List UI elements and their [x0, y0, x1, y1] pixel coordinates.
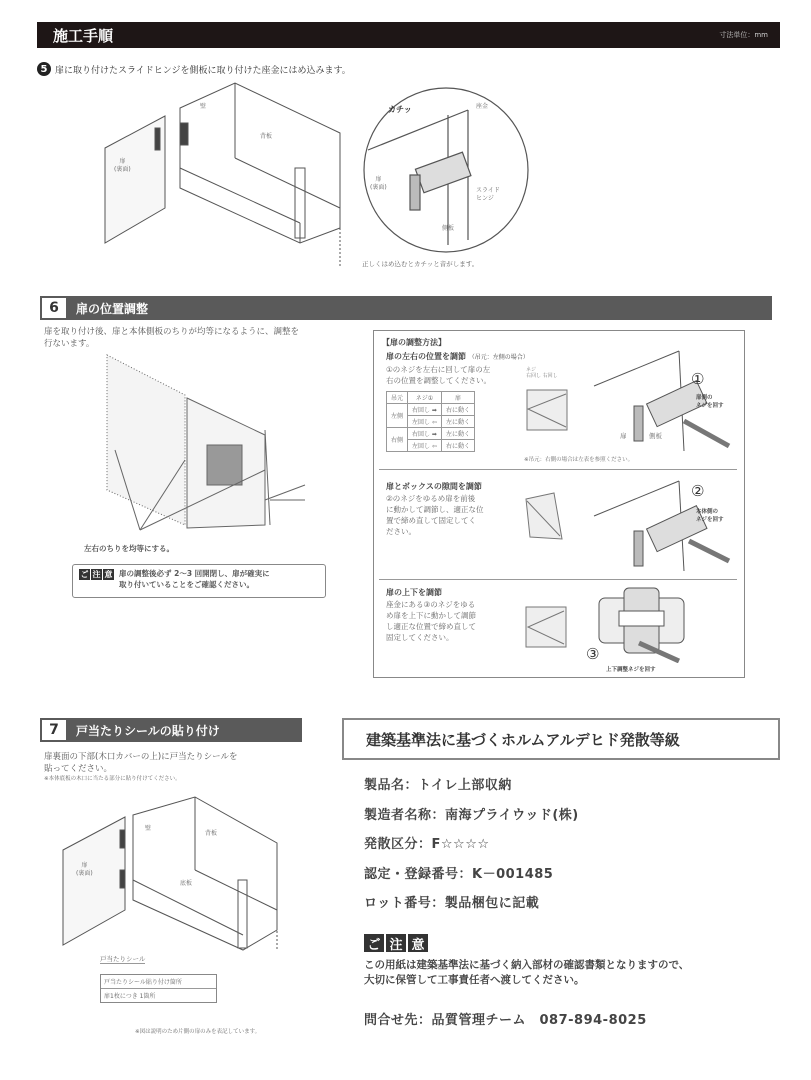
svg-text:背板: 背板: [205, 830, 218, 837]
door-gap-icon: [524, 491, 564, 541]
unit-note: 寸法単位：mm: [719, 31, 768, 39]
step6-cabinet-diagram: [95, 350, 315, 550]
step5-detail-door-label: 扉 (裏面): [370, 176, 387, 191]
lr-text: ①のネジを左右に回して扉の左: [386, 365, 491, 374]
th: ネジ①: [408, 392, 442, 404]
step-number: 5: [37, 62, 51, 76]
td: 右回し ➡: [408, 428, 442, 440]
page-header: [37, 22, 780, 48]
lr-text: 右の位置を調整してください。: [386, 376, 491, 385]
svg-text:側板: 側板: [442, 225, 455, 232]
caution-line: 扉の調整後必ず 2～3 回開閉し、扉が確実に: [119, 569, 270, 578]
step5-caption: 正しくはめ込むとカチッと音がします。: [362, 260, 479, 268]
label-side: 側板: [649, 432, 662, 440]
caution-char: ご: [364, 934, 384, 952]
td: 右回し ➡: [408, 404, 442, 416]
gap-text: ださい。: [386, 527, 416, 536]
step7-note: ※本体底板の木口に当たる部分に貼り付けてください。: [44, 776, 181, 782]
hinge-plate-diagram: [584, 583, 694, 663]
step5-hinge-detail: [358, 80, 538, 260]
screw-direction: ネジ 右回し 右回し: [526, 367, 558, 379]
lot-number: ロット番号：製品梱包に記載: [364, 896, 540, 911]
td: 右側: [387, 428, 408, 452]
callout-2-text: 本体側の ネジを回す: [696, 509, 724, 523]
divider: [379, 469, 737, 470]
caution-tag: [364, 934, 428, 952]
page-title: 施工手順: [53, 27, 114, 45]
step5-text: 扉に取り付けたスライドヒンジを側板に取り付けた座金にはめ込みます。: [55, 65, 351, 76]
adjust-title: 【扉の調整方法】: [382, 338, 446, 347]
ud-text: め扉を上下に動かして調節: [386, 611, 476, 620]
step5-instruction: [37, 62, 351, 76]
step6-caution-box: [72, 564, 326, 598]
lr-sub: （吊元：左側の場合）: [468, 354, 529, 361]
caution-text: この用紙は建築基準法に基づく納入部材の確認書類となりますので、: [364, 959, 690, 971]
td: 左回し ⇦: [408, 416, 442, 428]
gap-text: に動かして調節し、適正な位: [386, 505, 484, 514]
td: 左回し ⇦: [408, 440, 442, 452]
caution-char: 意: [104, 570, 113, 579]
gap-text: 置で締め直して固定してく: [386, 516, 476, 525]
callout-1: ①: [691, 370, 705, 388]
caution-tag: [79, 569, 114, 580]
seal-table: [100, 974, 217, 1003]
callout-3-text: 上下調整ネジを回す: [606, 667, 656, 673]
contact-info: 問合せ先：品質管理チーム 087-894-8025: [364, 1013, 647, 1028]
door-ud-icon: [524, 599, 569, 649]
step7-title: 戸当たりシールの貼り付け: [76, 724, 220, 738]
seal-label: 戸当たりシール: [100, 955, 146, 963]
step5-cabinet-diagram: [95, 78, 355, 278]
formaldehyde-title: 建築基準法に基づくホルムアルデヒド発散等級: [366, 731, 680, 749]
callout-1-text: 扉側の ネジを回す: [696, 395, 724, 409]
step7-text-line: 貼ってください。: [44, 764, 113, 774]
door-lr-icon: [526, 389, 568, 431]
caution-char: 注: [92, 570, 101, 579]
svg-text:カチッ: カチッ: [388, 105, 412, 114]
registration-number: 認定・登録番号：K－001485: [364, 866, 554, 882]
caution-char: 意: [408, 934, 428, 952]
seal-table-cell: 戸当たりシール貼り付け箇所: [101, 975, 216, 989]
svg-text:壁: 壁: [200, 103, 207, 110]
caution-char: 注: [386, 934, 406, 952]
ud-heading: 扉の上下を調節: [386, 588, 442, 597]
caution-char: ご: [80, 570, 89, 579]
step5-door-label: 扉 (裏面): [114, 158, 131, 173]
ud-text: 固定してください。: [386, 633, 454, 642]
step6-caption: 左右のちりを均等にする。: [84, 544, 174, 553]
product-name: 製品名：トイレ上部収納: [364, 778, 512, 793]
step7-door-label: 扉 (裏面): [76, 862, 93, 877]
label-door: 扉: [620, 432, 627, 440]
emission-class: 発散区分：F☆☆☆☆: [364, 837, 490, 852]
step6-text-line: 扉を取り付け後、扉と本体側板のちりが均等になるように、調整を: [44, 327, 300, 337]
th: 扉: [441, 392, 474, 404]
td: 左に動く: [441, 416, 474, 428]
hinge-screw2-diagram: [589, 476, 739, 576]
callout-3: ③: [586, 645, 600, 663]
step7-text-line: 扉裏面の下部(木口カバーの上)に戸当たりシールを: [44, 752, 238, 762]
ud-text: 座金にある③のネジをゆる: [386, 600, 476, 609]
svg-text:背板: 背板: [260, 133, 273, 140]
step7-header: [40, 718, 302, 742]
td: 左に動く: [441, 428, 474, 440]
td: 右に動く: [441, 404, 474, 416]
gap-text: ②のネジをゆるめ扉を前後: [386, 494, 476, 503]
seal-table-cell: 扉1枚につき 1箇所: [104, 993, 156, 1000]
step6-text-line: 行ないます。: [44, 339, 95, 349]
formaldehyde-title-box: [342, 718, 780, 760]
step6-header: [40, 296, 772, 320]
gap-heading: 扉とボックスの隙間を調節: [386, 482, 482, 491]
divider: [379, 579, 737, 580]
svg-text:スライド: スライド: [476, 187, 500, 194]
caution-line: 取り付いていることをご確認ください。: [119, 580, 254, 589]
adjustment-method-box: [373, 330, 745, 678]
td: 左側: [387, 404, 408, 428]
step6-number: 6: [42, 298, 66, 318]
step7-number: 7: [42, 720, 66, 740]
lr-note: ※吊元：右側の場合は左表を参照ください。: [524, 457, 634, 463]
td: 右に動く: [441, 440, 474, 452]
svg-text:座金: 座金: [476, 103, 489, 110]
step7-footnote: ※図は説明のため片側の扉のみを表記しています。: [135, 1029, 261, 1035]
product-info: [364, 771, 579, 919]
manufacturer: 製造者名称：南海プライウッド(株): [364, 807, 579, 823]
lr-table: [386, 391, 475, 452]
step6-title: 扉の位置調整: [76, 302, 149, 316]
svg-text:ヒンジ: ヒンジ: [476, 195, 494, 202]
svg-text:壁: 壁: [145, 825, 152, 832]
svg-text:底板: 底板: [180, 880, 193, 887]
th: 吊元: [387, 392, 408, 404]
caution-text: 大切に保管して工事責任者へ渡してください。: [364, 974, 585, 986]
callout-2: ②: [691, 482, 705, 500]
ud-text: し適正な位置で締め直して: [386, 622, 476, 631]
lr-heading: 扉の左右の位置を調節: [386, 352, 466, 361]
